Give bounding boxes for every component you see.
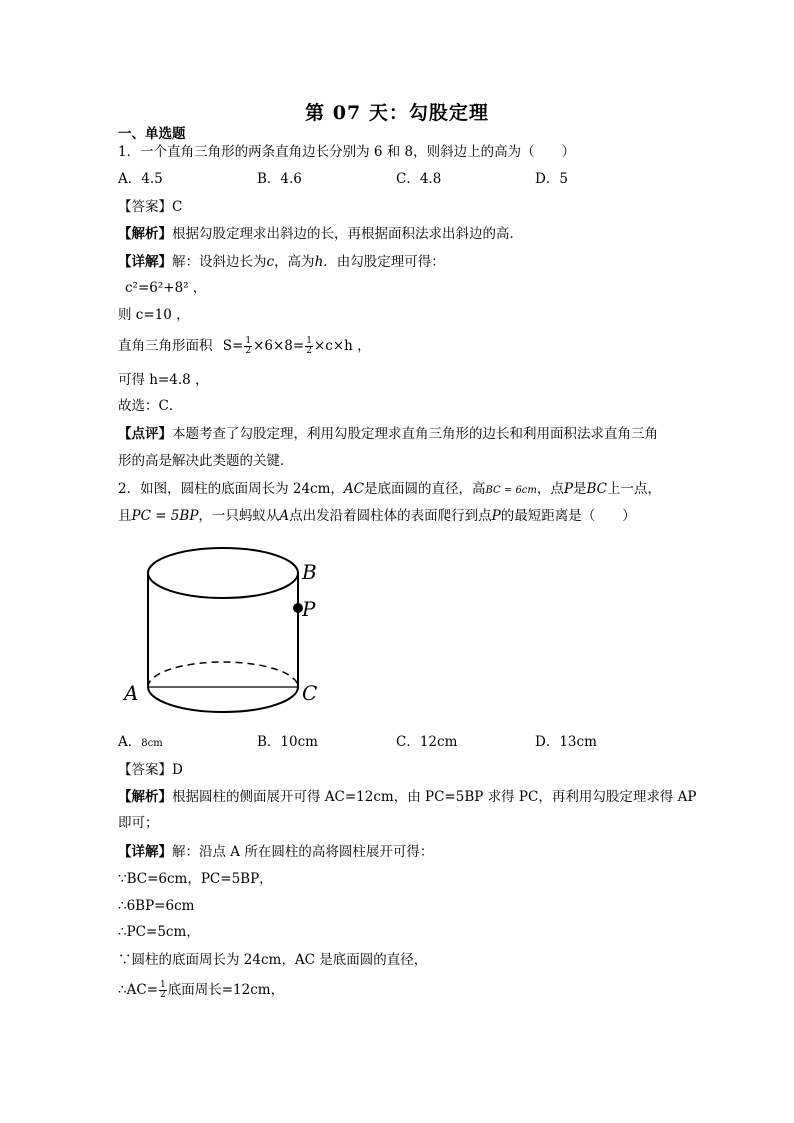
q1-comment-tag: 【点评】	[118, 426, 172, 442]
q2-detail-text: 解：沿点 A 所在圆柱的高将圆柱展开可得：	[172, 844, 434, 860]
q2-step-5a: ∴AC=	[118, 982, 158, 998]
q1-comment-text-1: 本题考查了勾股定理，利用勾股定理求直角三角形的边长和利用面积法求直角三角	[172, 426, 658, 442]
frac-num: 1	[245, 336, 252, 346]
q1-detail-var-c: c	[266, 254, 275, 270]
q2-fraction	[159, 981, 167, 1000]
q2-step-5b: 底面周长=12cm，	[167, 982, 285, 998]
q2-step-5	[118, 980, 284, 1000]
cylinder-top-ellipse	[148, 548, 298, 598]
q2-option-a	[118, 732, 163, 754]
q2-analysis-2: 即可；	[118, 815, 159, 831]
q1-step3	[118, 336, 371, 356]
label-c: C	[302, 681, 318, 705]
q1-step3-formula-a: S=	[222, 338, 244, 354]
q2-stem-1h: BC	[586, 481, 607, 497]
q2-stem-2c: ，一只蚂蚁从	[198, 508, 280, 524]
q1-option-a: A．4.5	[118, 171, 163, 187]
frac-num: 1	[306, 336, 312, 346]
q2-stem-2d: A	[279, 508, 290, 524]
q2-stem-1i: 上一点，	[607, 481, 661, 497]
q1-answer: 【答案】C	[118, 199, 183, 215]
q2-detail-tag: 【详解】	[118, 844, 172, 860]
q1-comment-1	[118, 424, 658, 444]
q2-detail	[118, 842, 433, 862]
q1-analysis-text: 根据勾股定理求出斜边的长，再根据面积法求出斜边的高．	[172, 226, 523, 242]
label-b: B	[302, 560, 317, 584]
q2-analysis-tag: 【解析】	[118, 789, 172, 805]
cylinder-bottom-front-arc	[148, 687, 298, 712]
q2-stem-2g: 的最短距离是（ ）	[500, 508, 636, 524]
q2-stem-1d: BC = 6cm	[485, 485, 537, 496]
q2-stem-1b: AC	[343, 481, 365, 497]
q2-answer: 【答案】D	[118, 762, 183, 778]
q1-fraction-1	[244, 337, 252, 356]
q2-option-a-value: 8cm	[141, 738, 163, 749]
q1-detail-text-d: ．由勾股定理可得：	[323, 254, 445, 270]
q1-stem: 1．一个直角三角形的两条直角边长分别为 6 和 8，则斜边上的高为（ ）	[118, 144, 576, 160]
q1-step5: 故选：C．	[118, 398, 183, 414]
q1-option-d: D．5	[535, 171, 568, 187]
q1-detail-tag: 【详解】	[118, 254, 172, 270]
q1-step1: c²=6²+8² ，	[125, 280, 207, 296]
q2-stem-1f: P	[563, 481, 573, 497]
q2-stem-line-2	[118, 506, 636, 526]
page-title: 第 07 天：勾股定理	[305, 102, 489, 124]
q2-analysis-text-1: 根据圆柱的侧面展开可得 AC=12cm，由 PC=5BP 求得 PC，再利用勾股定理求得 AP	[172, 789, 697, 805]
q2-stem-2b: PC = 5BP	[131, 508, 199, 524]
frac-den: 2	[159, 990, 166, 1000]
q1-step3-formula-c: ×c×h ，	[313, 338, 371, 354]
q1-step3-prefix: 直角三角形面积	[118, 338, 213, 354]
q2-step-2: ∴6BP=6cm	[118, 898, 195, 914]
q2-step-1: ∵BC=6cm，PC=5BP，	[118, 871, 273, 887]
q2-option-b: B．10cm	[257, 734, 318, 750]
q1-detail-text-b: ，高为	[274, 254, 315, 270]
cylinder-figure	[118, 540, 328, 720]
q1-fraction-2	[305, 337, 313, 356]
q2-stem-line-1	[118, 479, 661, 501]
cylinder-bottom-back-arc	[148, 662, 298, 687]
q2-stem-1a: 2．如图，圆柱的底面周长为 24cm，	[118, 481, 344, 497]
q2-option-d: D．13cm	[535, 734, 597, 750]
q2-stem-1e: ，点	[536, 481, 564, 497]
q1-option-b: B．4.6	[257, 171, 302, 187]
q1-detail-text-a: 解：设斜边长为	[172, 254, 267, 270]
q1-detail	[118, 252, 445, 272]
q1-analysis-tag: 【解析】	[118, 226, 172, 242]
q2-stem-2e: 点出发沿着圆柱体的表面爬行到点	[289, 508, 492, 524]
frac-den: 2	[306, 346, 312, 356]
q1-detail-var-h: h	[314, 254, 324, 270]
q1-comment-2: 形的高是解决此类题的关键．	[118, 453, 294, 469]
q2-option-a-label: A．	[118, 734, 142, 750]
q1-option-c: C．4.8	[396, 171, 442, 187]
label-p: P	[302, 597, 316, 621]
q1-step2: 则 c=10 ，	[118, 307, 190, 323]
label-a: A	[124, 681, 139, 705]
q2-stem-2a: 且	[118, 508, 132, 524]
q2-stem-1g: 是	[572, 481, 587, 497]
q2-analysis-1	[118, 787, 696, 807]
section-heading: 一、单选题	[118, 126, 186, 142]
q2-stem-1c: 是底面圆的直径，高	[364, 481, 486, 497]
frac-num: 1	[159, 980, 166, 990]
q2-step-4: ∵圆柱的底面周长为 24cm，AC 是底面圆的直径，	[118, 952, 428, 968]
q1-step4: 可得 h=4.8 ，	[118, 372, 209, 388]
frac-den: 2	[245, 346, 252, 356]
q2-stem-2f: P	[491, 508, 501, 524]
q1-analysis	[118, 224, 523, 244]
q1-step3-formula-b: ×6×8=	[253, 338, 305, 354]
q2-step-3: ∴PC=5cm，	[118, 924, 200, 940]
q2-option-c: C．12cm	[396, 734, 458, 750]
